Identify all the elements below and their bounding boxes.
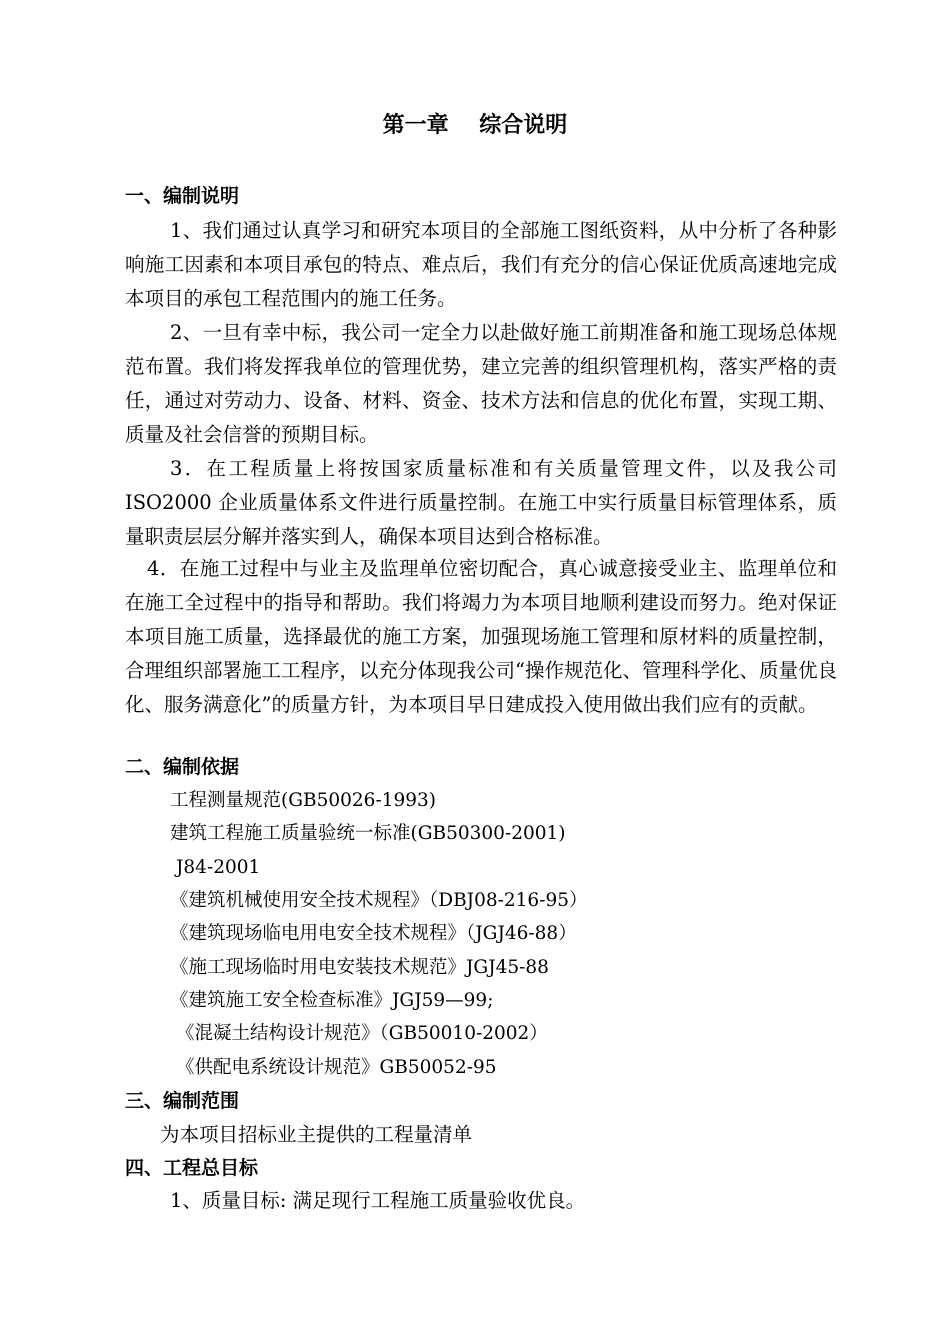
section-heading-basis: 二、编制依据 — [125, 756, 240, 778]
section-heading-compilation-notes: 一、编制说明 — [125, 185, 240, 207]
reference-item: 《混凝土结构设计规范》（GB50010-2002） — [176, 1023, 548, 1044]
reference-item: J84-2001 — [176, 857, 261, 878]
paragraph-2: 2、一旦有幸中标，我公司一定全力以赴做好施工前期准备和施工现场总体规范布置。我们将发挥我单位的管理优势，建立完善的组织管理机构，落实严格的责任，通过对劳动力、设备、材料、资金、技术方法和信息的优化布置，实现工期、质量及社会信誉的预期目标。 — [125, 321, 837, 446]
section-heading-goals: 四、工程总目标 — [125, 1157, 259, 1179]
section-heading-scope: 三、编制范围 — [125, 1090, 240, 1112]
reference-item: 工程测量规范(GB50026-1993) — [170, 790, 436, 811]
scope-text: 为本项目招标业主提供的工程量清单 — [160, 1123, 473, 1146]
reference-item: 《建筑机械使用安全技术规程》（DBJ08-216-95） — [170, 890, 588, 911]
paragraph-3: 3．在工程质量上将按国家质量标准和有关质量管理文件，以及我公司 ISO2000 企业质量体系文件进行质量控制。在施工中实行质量目标管理体系，质量职责层层分解并落实到人，确保本项目达到合格标准。 — [125, 457, 837, 548]
reference-item: 《供配电系统设计规范》GB50052-95 — [176, 1057, 497, 1078]
reference-item: 《建筑施工安全检查标准》JGJ59—99; — [170, 990, 494, 1011]
chapter-title: 第一章 综合说明 — [382, 113, 568, 138]
reference-item: 《施工现场临时用电安装技术规范》JGJ45-88 — [170, 957, 549, 978]
goal-item: 1、质量目标: 满足现行工程施工质量验收优良。 — [170, 1189, 586, 1212]
paragraph-1: 1、我们通过认真学习和研究本项目的全部施工图纸资料，从中分析了各种影响施工因素和本项目承包的特点、难点后，我们有充分的信心保证优质高速地完成本项目的承包工程范围内的施工任务。 — [125, 219, 837, 310]
reference-item: 《建筑现场临电用电安全技术规程》（JGJ46-88） — [170, 923, 577, 944]
paragraph-4: 4．在施工过程中与业主及监理单位密切配合，真心诚意接受业主、监理单位和在施工全过程中的指导和帮助。我们将竭力为本项目地顺利建设而努力。绝对保证本项目施工质量，选择最优的施工方案，加强现场施工管理和原材料的质量控制，合理组织部署施工工程序，以充分体现我公司“操作规范化、管理科学化、质量优良化、服务满意化”的质量方针，为本项目早日建成投入使用做出我们应有的贡献。 — [125, 557, 837, 716]
reference-item: 建筑工程施工质量验统一标准(GB50300-2001) — [170, 823, 566, 844]
